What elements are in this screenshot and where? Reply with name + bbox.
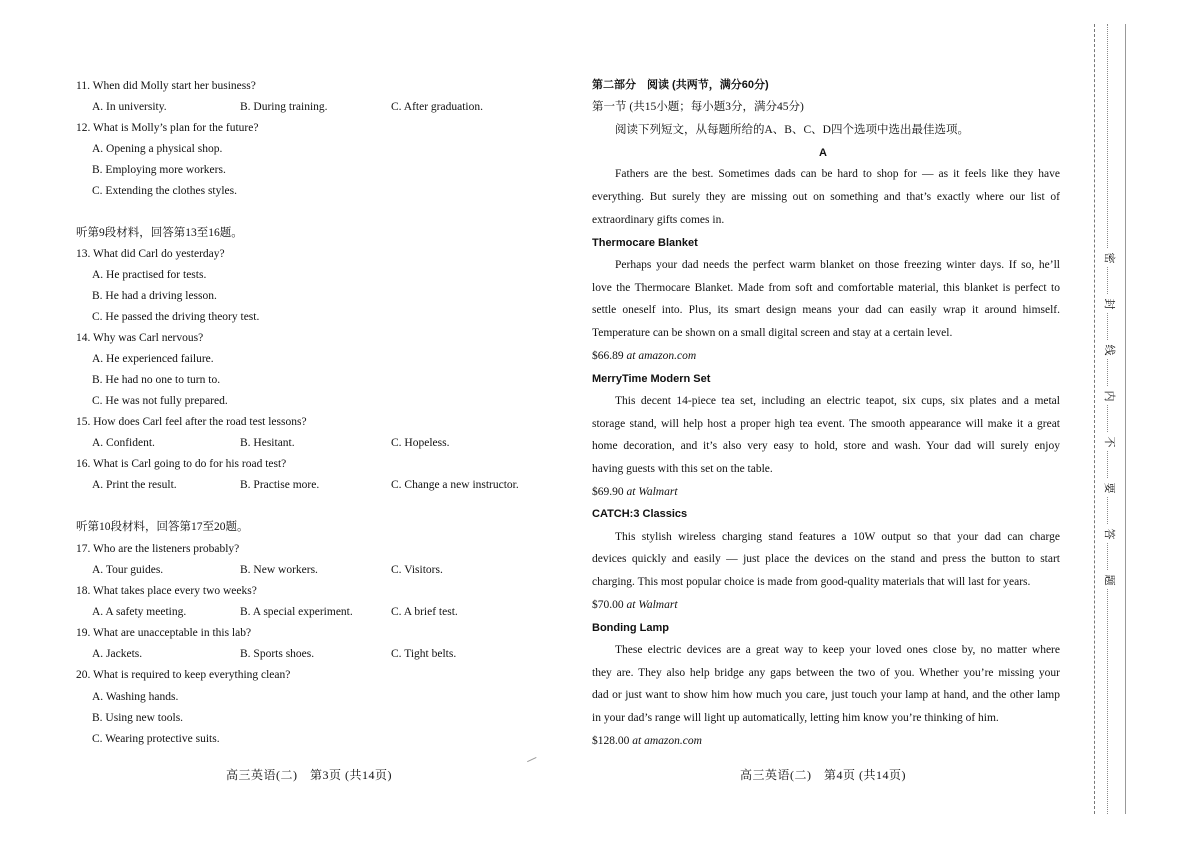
right-page-footer: 高三英语(二) 第4页 (共14页) [740,768,906,782]
option-12a: A. Opening a physical shop. [92,143,223,155]
section-10-instruction: 听第10段材料，回答第17至20题。 [76,521,249,533]
question-13: 13. What did Carl do yesterday? [76,248,225,260]
item2-price-line [592,485,678,499]
item1-line-4: Temperature can be shown on a small digital screen and stay at a certain level. [592,327,953,339]
option-13c: C. He passed the driving theory test. [92,311,260,323]
option-18a: A. A safety meeting. [92,606,187,618]
option-20b: B. Using new tools. [92,712,184,724]
option-16a: A. Print the result. [92,479,177,491]
section-one-title: 第一节 (共15小题；每小题3分，满分45分) [592,101,804,113]
option-12c: C. Extending the clothes styles. [92,185,238,197]
option-15c: C. Hopeless. [391,437,450,449]
item4-line-3: dad or just want to show him how much you care, just touch your lamp at hand, and the other lamp [592,689,1060,701]
seal-char-2: 封 [1102,295,1118,313]
intro-line-1: Fathers are the best. Sometimes dads can be hard to shop for — as it feels like they have [615,168,1060,180]
item3-line-3: charging. This most popular choice is made from good-quality materials that will last for years. [592,576,1031,588]
question-11: 11. When did Molly start her business? [76,80,256,92]
option-16b: B. Practise more. [240,479,320,491]
option-20a: A. Washing hands. [92,691,179,703]
option-11b: B. During training. [240,101,328,113]
seal-line-strip [1094,24,1126,814]
question-17: 17. Who are the listeners probably? [76,543,240,555]
option-13a: A. He practised for tests. [92,269,207,281]
right-page [580,0,1100,851]
item4-store: at amazon.com [632,735,702,747]
seal-char-6: 要 [1102,479,1118,497]
option-15a: A. Confident. [92,437,155,449]
question-16: 16. What is Carl going to do for his road test? [76,458,287,470]
option-14a: A. He experienced failure. [92,353,214,365]
left-page-footer: 高三英语(二) 第3页 (共14页) [226,768,392,782]
item1-store: at amazon.com [626,350,697,362]
item3-store: at Walmart [626,599,678,611]
part-two-title: 第二部分 阅读 (共两节，满分60分) [592,79,769,91]
item3-line-2: devices quickly and easily — just place the devices on the stand and press the button to start [592,553,1060,565]
option-13b: B. He had a driving lesson. [92,290,217,302]
item2-line-1: This decent 14-piece tea set, including an electric teapot, six cups, six plates and a metal [615,395,1060,407]
passage-letter: A [819,147,827,159]
seal-char-3: 线 [1102,341,1118,359]
seal-char-7: 答 [1102,525,1118,543]
option-19b: B. Sports shoes. [240,648,315,660]
item1-line-3: settle oneself into. Plus, its smart design means your dad can easily wrap it around himself. [592,304,1060,316]
option-17b: B. New workers. [240,564,318,576]
option-14b: B. He had no one to turn to. [92,374,221,386]
option-17a: A. Tour guides. [92,564,164,576]
item4-title: Bonding Lamp [592,622,669,634]
question-18: 18. What takes place every two weeks? [76,585,257,597]
option-18c: C. A brief test. [391,606,458,618]
item2-line-3: home decoration, and it’s also very easy to hold, store and wash. Your dad will surely enjoy [592,440,1060,452]
item1-price-line [592,349,696,363]
seal-char-4: 内 [1102,387,1118,405]
item1-line-1: Perhaps your dad needs the perfect warm blanket on those freezing winter days. If so, he’ll [615,259,1060,271]
option-15b: B. Hesitant. [240,437,295,449]
intro-line-3: extraordinary gifts comes in. [592,214,725,226]
question-12: 12. What is Molly’s plan for the future? [76,122,259,134]
item3-line-1: This stylish wireless charging stand features a 10W output so that your dad can charge [615,531,1060,543]
item4-line-1: These electric devices are a great way to keep your loved ones close by, no matter where [615,644,1060,656]
item3-price-line [592,598,678,612]
option-12b: B. Employing more workers. [92,164,226,176]
option-14c: C. He was not fully prepared. [92,395,228,407]
item4-price: $128.00 [592,735,630,747]
item2-store: at Walmart [626,486,678,498]
option-19a: A. Jackets. [92,648,143,660]
question-15: 15. How does Carl feel after the road test lessons? [76,416,307,428]
item2-line-2: storage stand, will help host a proper high tea event. The smooth appearance will make it a great [592,418,1060,430]
question-20: 20. What is required to keep everything clean? [76,669,291,681]
seal-char-5: 不 [1102,433,1118,451]
section-9-instruction: 听第9段材料，回答第13至16题。 [76,227,243,239]
option-11a: A. In university. [92,101,167,113]
option-16c: C. Change a new instructor. [391,479,519,491]
item1-price: $66.89 [592,350,624,362]
item1-title: Thermocare Blanket [592,237,698,249]
item1-line-2: love the Thermocare Blanket. Made from soft and comfortable material, this blanket is perfect to [592,282,1060,294]
item2-title: MerryTime Modern Set [592,373,711,385]
seal-dotted-line [1107,24,1108,814]
question-19: 19. What are unacceptable in this lab? [76,627,252,639]
option-11c: C. After graduation. [391,101,483,113]
option-19c: C. Tight belts. [391,648,457,660]
option-17c: C. Visitors. [391,564,443,576]
item4-line-2: they are. They also help bridge any gaps between the two of you. Whether you’re missing your [592,667,1060,679]
option-20c: C. Wearing protective suits. [92,733,220,745]
reading-instruction: 阅读下列短文，从每题所给的A、B、C、D四个选项中选出最佳选项。 [615,124,969,136]
seal-char-8: 题 [1102,571,1118,589]
item4-price-line [592,734,702,748]
option-18b: B. A special experiment. [240,606,353,618]
item3-price: $70.00 [592,599,624,611]
seal-char-1: 密 [1102,249,1118,267]
item3-title: CATCH:3 Classics [592,508,688,520]
item2-line-4: having guests with this set on the table. [592,463,773,475]
item4-line-4: in your dad’s range will light up automatically, letting him know you’re thinking of him. [592,712,999,724]
item2-price: $69.90 [592,486,624,498]
intro-line-2: everything. But surely they are missing out on something and that’s exactly where our list of [592,191,1060,203]
left-page [0,0,580,851]
question-14: 14. Why was Carl nervous? [76,332,204,344]
